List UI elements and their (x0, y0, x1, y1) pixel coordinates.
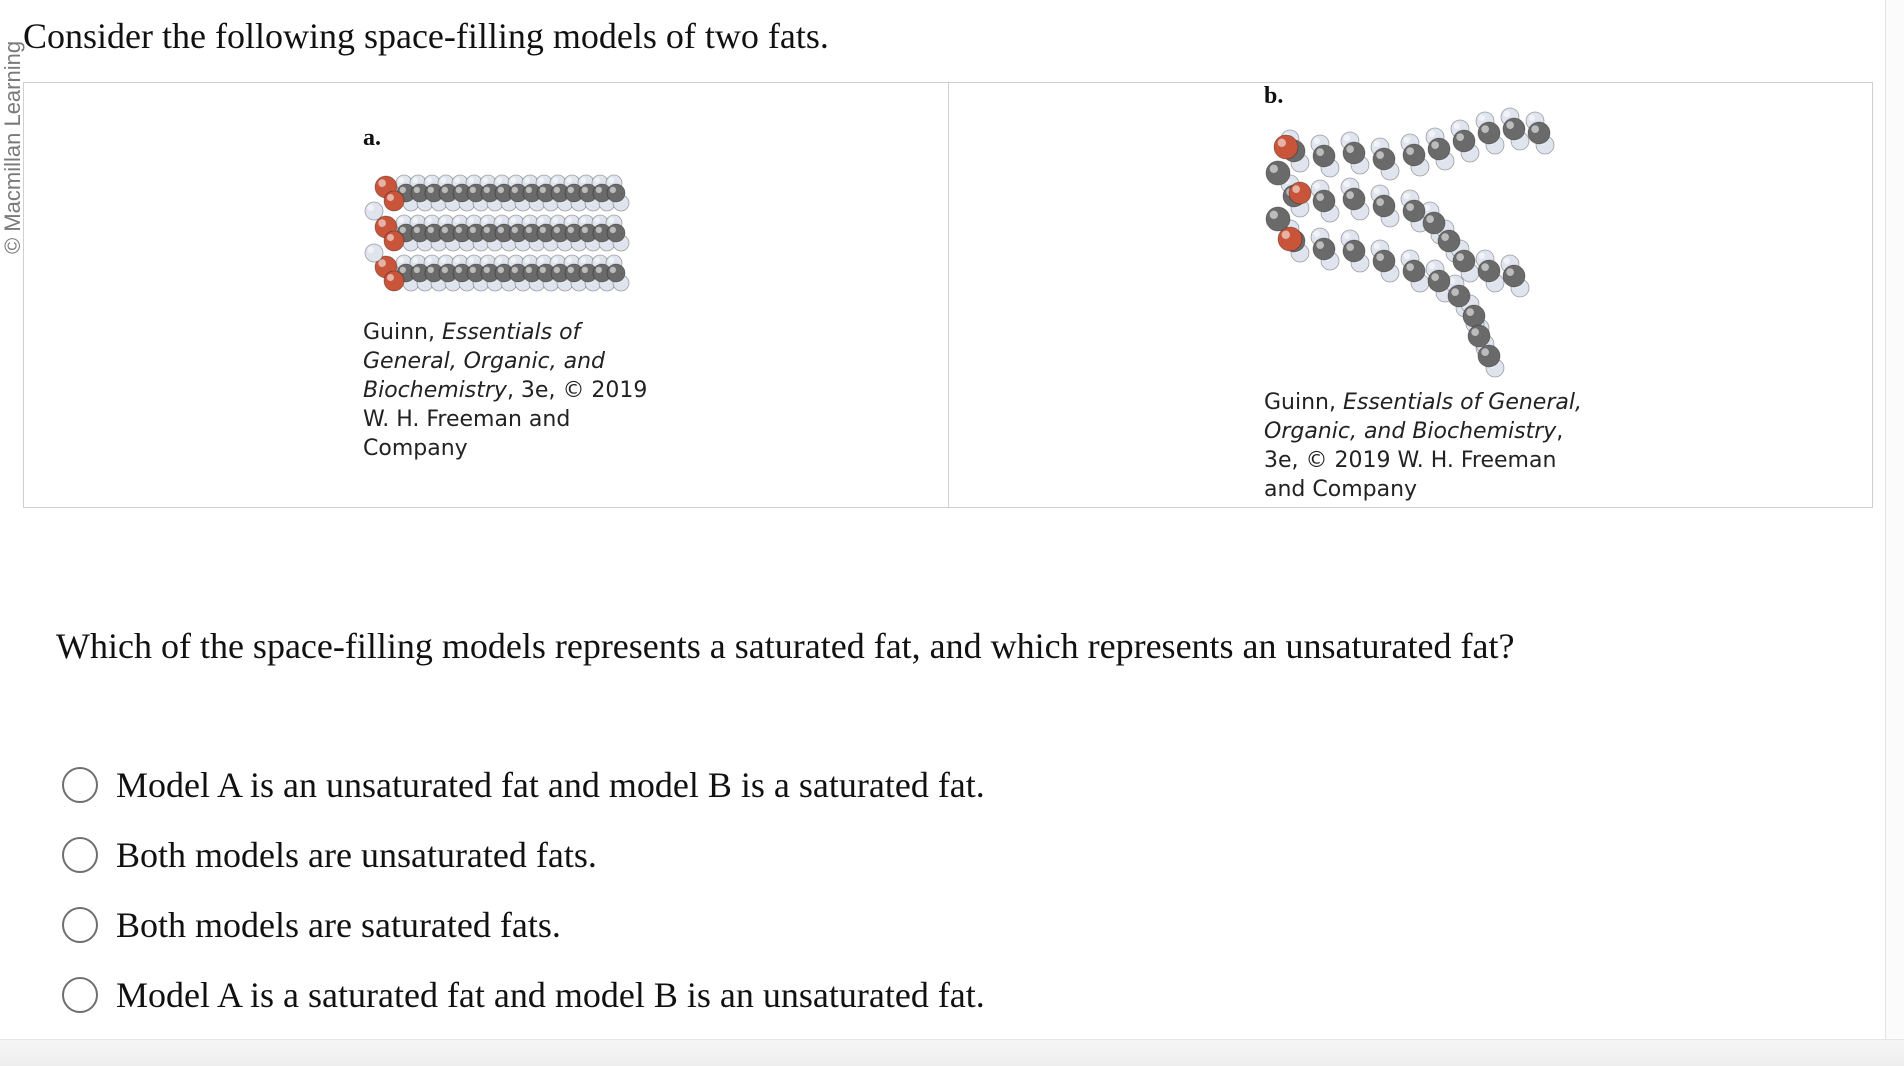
atom-highlight (440, 257, 446, 263)
option-1[interactable] (62, 750, 985, 820)
atom-highlight (538, 177, 544, 183)
atom-highlight (1376, 253, 1384, 261)
atom-highlight (1344, 181, 1350, 187)
atom-highlight (1374, 141, 1380, 147)
radio-button[interactable] (62, 837, 98, 873)
scrollbar-track[interactable] (1885, 0, 1904, 1040)
carbon-atom (1438, 230, 1460, 252)
carbon-atom (1343, 240, 1365, 262)
atom-highlight (594, 257, 600, 263)
atom-highlight (1376, 151, 1384, 159)
oxygen-atom (1289, 182, 1311, 204)
atom-highlight (1481, 348, 1489, 356)
oxygen-atom (384, 271, 404, 291)
atom-highlight (580, 177, 586, 183)
atom-highlight (1481, 263, 1489, 271)
atom-highlight (1374, 188, 1380, 194)
atom-highlight (400, 267, 406, 273)
atom-highlight (368, 247, 374, 253)
atom-highlight (468, 257, 474, 263)
atom-highlight (1270, 165, 1278, 173)
atom-highlight (538, 257, 544, 263)
atom-highlight (608, 217, 614, 223)
atom-highlight (426, 217, 432, 223)
carbon-atom (1343, 188, 1365, 210)
atom-highlight (484, 267, 490, 273)
atom-highlight (1479, 253, 1485, 259)
atom-highlight (1404, 193, 1410, 199)
atom-highlight (1314, 183, 1320, 189)
atom-highlight (1270, 211, 1278, 219)
carbon-atom (1428, 270, 1450, 292)
atom-highlight (484, 187, 490, 193)
atom-highlight (1466, 308, 1474, 316)
carbon-atom (1373, 250, 1395, 272)
carbon-atom (1528, 122, 1550, 144)
atom-highlight (440, 217, 446, 223)
carbon-atom (1453, 130, 1475, 152)
atom-highlight (1282, 231, 1290, 239)
atom-highlight (1344, 233, 1350, 239)
hydrogen-atom (365, 244, 383, 262)
atom-highlight (1481, 125, 1489, 133)
atom-highlight (1529, 115, 1535, 121)
atom-highlight (496, 177, 502, 183)
atom-highlight (456, 227, 462, 233)
atom-highlight (1314, 231, 1320, 237)
figure-a-credit: Guinn, Essentials of General, Organic, and Biochemistry, 3e, © 2019 W. H. Freeman and Company (363, 320, 648, 461)
carbon-atom (1478, 345, 1500, 367)
atom-highlight (510, 257, 516, 263)
atom-highlight (1431, 141, 1439, 149)
atom-highlight (540, 227, 546, 233)
atom-highlight (524, 257, 530, 263)
atom-highlight (566, 217, 572, 223)
carbon-atom (1468, 325, 1490, 347)
carbon-atom (1428, 138, 1450, 160)
atom-highlight (568, 187, 574, 193)
radio-button[interactable] (62, 767, 98, 803)
atom-highlight (412, 217, 418, 223)
atom-highlight (398, 177, 404, 183)
atom-highlight (512, 267, 518, 273)
atom-highlight (1316, 148, 1324, 156)
option-label: Model A is a saturated fat and model B is an unsaturated fat. (116, 975, 985, 1015)
atom-highlight (468, 217, 474, 223)
atom-highlight (1404, 253, 1410, 259)
carbon-atom (607, 264, 625, 282)
atom-highlight (468, 177, 474, 183)
carbon-atom (1423, 212, 1445, 234)
atom-highlight (580, 217, 586, 223)
atom-highlight (1404, 137, 1410, 143)
atom-highlight (610, 227, 616, 233)
atom-highlight (526, 227, 532, 233)
atom-highlight (580, 257, 586, 263)
atom-highlight (378, 179, 386, 187)
atom-highlight (498, 267, 504, 273)
atom-highlight (510, 177, 516, 183)
atom-highlight (568, 227, 574, 233)
atom-highlight (1451, 288, 1459, 296)
atom-highlight (426, 177, 432, 183)
atom-highlight (610, 187, 616, 193)
atom-highlight (1506, 121, 1514, 129)
atom-highlight (482, 217, 488, 223)
figure-b-label: b. (1264, 83, 1284, 109)
atom-highlight (596, 227, 602, 233)
atom-highlight (554, 187, 560, 193)
atom-highlight (554, 267, 560, 273)
atom-highlight (566, 177, 572, 183)
carbon-atom (607, 224, 625, 242)
figure-a-label: a. (363, 125, 381, 151)
atom-highlight (1429, 131, 1435, 137)
atom-highlight (1316, 241, 1324, 249)
atom-highlight (400, 187, 406, 193)
unsaturated-fat-space-filling-model (1264, 111, 1574, 381)
atom-highlight (414, 187, 420, 193)
carbon-atom (1463, 305, 1485, 327)
atom-highlight (1344, 135, 1350, 141)
option-label: Both models are saturated fats. (116, 905, 561, 945)
atom-highlight (1314, 138, 1320, 144)
atom-highlight (1346, 145, 1354, 153)
atom-highlight (454, 177, 460, 183)
atom-highlight (610, 267, 616, 273)
carbon-atom (1313, 238, 1335, 260)
atom-highlight (387, 234, 394, 241)
atom-highlight (1292, 185, 1300, 193)
carbon-atom (1373, 195, 1395, 217)
atom-highlight (1531, 125, 1539, 133)
atom-highlight (498, 227, 504, 233)
atom-highlight (412, 177, 418, 183)
atom-highlight (540, 267, 546, 273)
atom-highlight (524, 217, 530, 223)
atom-highlight (566, 257, 572, 263)
atom-highlight (594, 177, 600, 183)
atom-highlight (470, 227, 476, 233)
carbon-atom (1448, 285, 1470, 307)
atom-highlight (400, 227, 406, 233)
atom-highlight (554, 227, 560, 233)
carbon-atom (1403, 260, 1425, 282)
carbon-atom (607, 184, 625, 202)
atom-highlight (412, 257, 418, 263)
option-label: Both models are unsaturated fats. (116, 835, 597, 875)
oxygen-atom (384, 191, 404, 211)
atom-highlight (398, 257, 404, 263)
atom-highlight (596, 267, 602, 273)
atom-highlight (456, 267, 462, 273)
atom-highlight (1441, 233, 1449, 241)
atom-highlight (1504, 258, 1510, 264)
carbon-atom (1313, 190, 1335, 212)
bottom-band (0, 1039, 1904, 1066)
atom-highlight (1278, 139, 1286, 147)
atom-highlight (387, 194, 394, 201)
atom-highlight (596, 187, 602, 193)
carbon-atom (1403, 200, 1425, 222)
saturated-fat-space-filling-model (364, 171, 644, 311)
carbon-atom (1343, 142, 1365, 164)
atom-highlight (442, 267, 448, 273)
atom-highlight (454, 257, 460, 263)
atom-highlight (496, 257, 502, 263)
atom-highlight (512, 227, 518, 233)
atom-highlight (428, 267, 434, 273)
intro-text: Consider the following space-filling models of two fats. (23, 16, 829, 56)
atom-highlight (426, 257, 432, 263)
carbon-atom (1478, 122, 1500, 144)
atom-highlight (582, 267, 588, 273)
carbon-atom (1478, 260, 1500, 282)
atom-highlight (538, 217, 544, 223)
atom-highlight (526, 267, 532, 273)
hydrogen-atom (365, 202, 383, 220)
atom-highlight (608, 257, 614, 263)
atom-highlight (1406, 203, 1414, 211)
atom-highlight (470, 187, 476, 193)
side-watermark: © Macmillan Learning (0, 40, 25, 254)
option-2[interactable] (62, 820, 985, 890)
atom-highlight (414, 267, 420, 273)
question-text: Which of the space-filling models represents a saturated fat, and which represents an unsaturated fat? (56, 626, 1515, 666)
atom-highlight (568, 267, 574, 273)
option-3[interactable] (62, 890, 985, 960)
atom-highlight (582, 187, 588, 193)
atom-highlight (456, 187, 462, 193)
carbon-atom (1266, 161, 1290, 185)
carbon-atom (1503, 265, 1525, 287)
atom-highlight (1376, 198, 1384, 206)
figure-cell-b (948, 83, 1872, 507)
atom-highlight (1406, 263, 1414, 271)
atom-highlight (414, 227, 420, 233)
atom-highlight (510, 217, 516, 223)
figure-table (23, 82, 1873, 508)
atom-highlight (1429, 263, 1435, 269)
atom-highlight (1506, 268, 1514, 276)
atom-highlight (387, 274, 394, 281)
carbon-atom (1266, 207, 1290, 231)
atom-highlight (454, 217, 460, 223)
figure-cell-a (24, 83, 948, 507)
atom-highlight (1454, 123, 1460, 129)
atom-highlight (524, 177, 530, 183)
atom-highlight (1426, 215, 1434, 223)
atom-highlight (594, 217, 600, 223)
radio-button[interactable] (62, 977, 98, 1013)
atom-highlight (368, 205, 374, 211)
atom-highlight (470, 267, 476, 273)
option-label: Model A is an unsaturated fat and model B is a saturated fat. (116, 765, 985, 805)
atom-highlight (552, 217, 558, 223)
atom-highlight (552, 257, 558, 263)
carbon-atom (1503, 118, 1525, 140)
atom-highlight (1346, 243, 1354, 251)
atom-highlight (428, 187, 434, 193)
atom-highlight (512, 187, 518, 193)
atom-highlight (1374, 243, 1380, 249)
radio-button[interactable] (62, 907, 98, 943)
atom-highlight (540, 187, 546, 193)
carbon-atom (1313, 145, 1335, 167)
answer-options (62, 750, 985, 1030)
atom-highlight (482, 177, 488, 183)
atom-highlight (498, 187, 504, 193)
atom-highlight (440, 177, 446, 183)
atom-highlight (1346, 191, 1354, 199)
atom-highlight (552, 177, 558, 183)
oxygen-atom (1274, 135, 1298, 159)
atom-highlight (496, 217, 502, 223)
atom-highlight (442, 227, 448, 233)
oxygen-atom (384, 231, 404, 251)
atom-highlight (398, 217, 404, 223)
carbon-atom (1453, 250, 1475, 272)
atom-highlight (484, 227, 490, 233)
atom-highlight (582, 227, 588, 233)
atom-highlight (1471, 328, 1479, 336)
figure-b-credit: Guinn, Essentials of General, Organic, and Biochemistry, 3e, © 2019 W. H. Freeman and Company (1264, 390, 1582, 502)
atom-highlight (526, 187, 532, 193)
carbon-atom (1403, 144, 1425, 166)
atom-highlight (1479, 115, 1485, 121)
atom-highlight (378, 219, 386, 227)
atom-highlight (442, 187, 448, 193)
atom-highlight (428, 227, 434, 233)
atom-highlight (1504, 111, 1510, 117)
option-4[interactable] (62, 960, 985, 1030)
atom-highlight (1316, 193, 1324, 201)
carbon-atom (1373, 148, 1395, 170)
atom-highlight (1456, 133, 1464, 141)
atom-highlight (1431, 273, 1439, 281)
atom-highlight (1406, 147, 1414, 155)
atom-highlight (1456, 253, 1464, 261)
atom-highlight (608, 177, 614, 183)
atom-highlight (482, 257, 488, 263)
